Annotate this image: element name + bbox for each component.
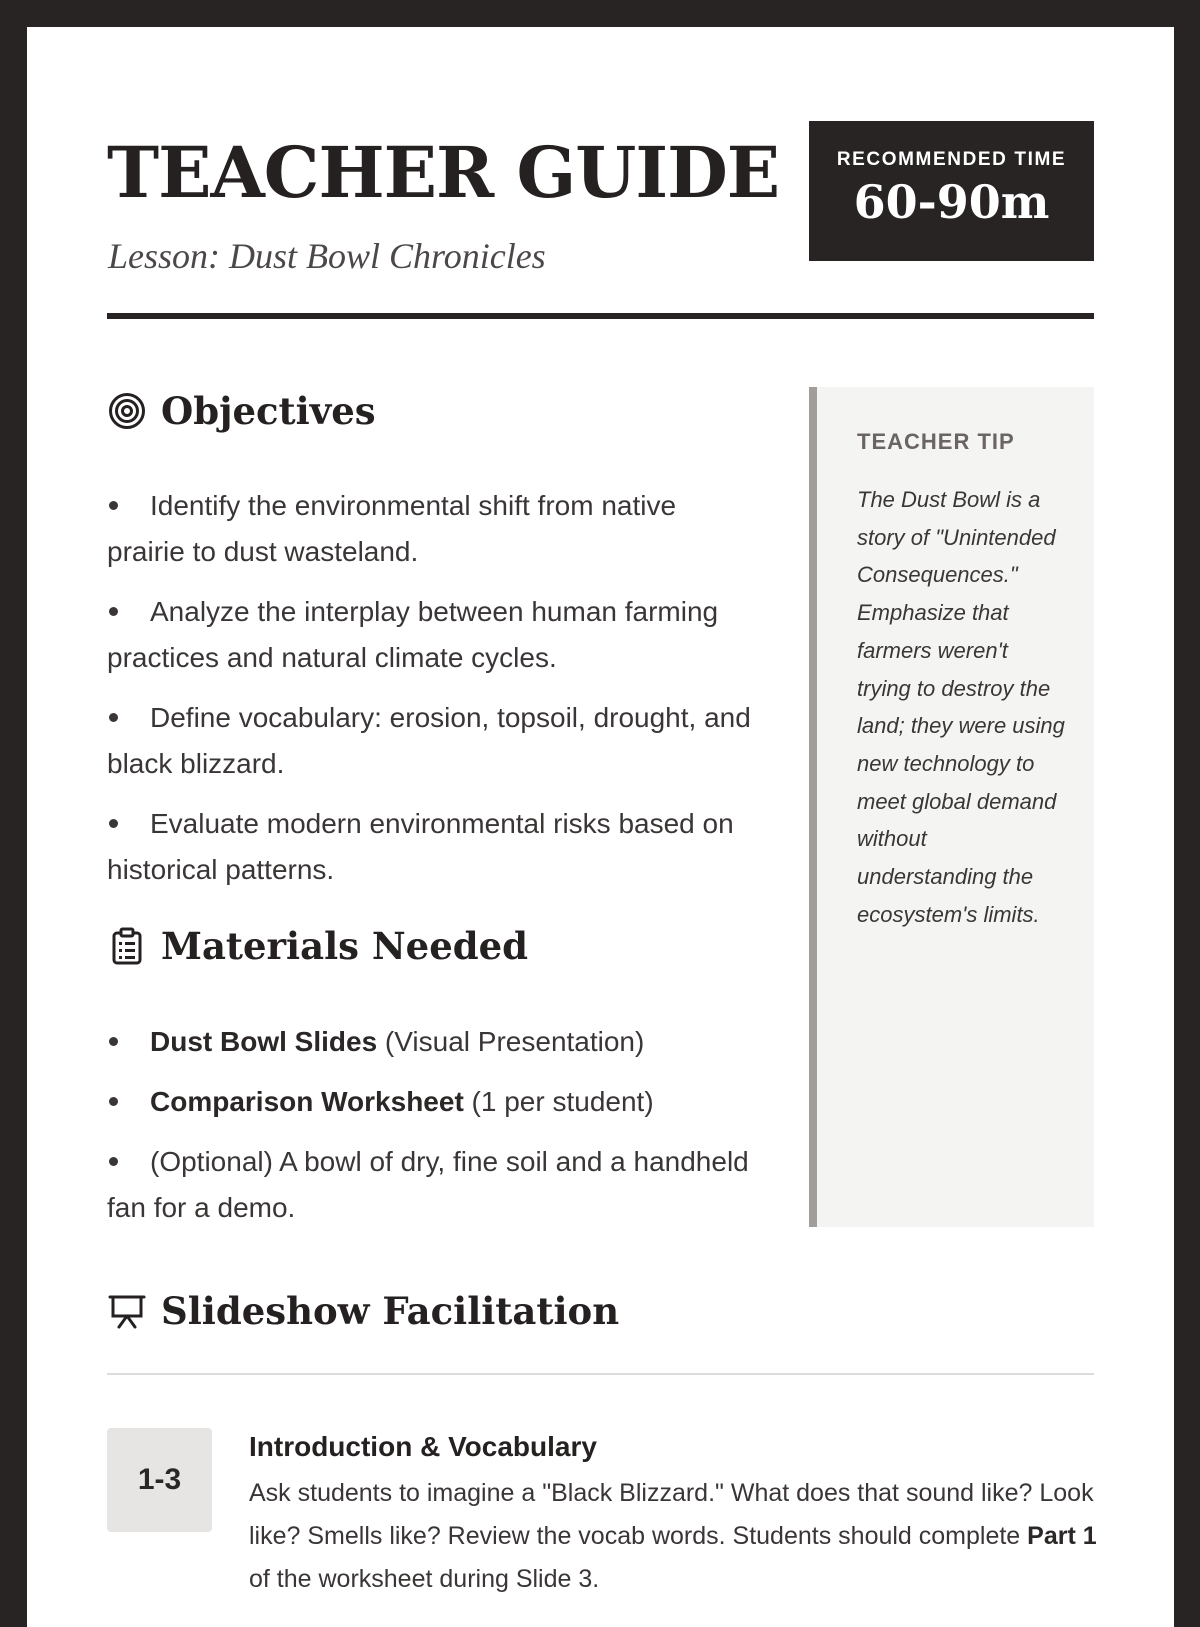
recommended-time-value: 60-90m [853, 175, 1050, 229]
materials-heading: Materials Needed [161, 924, 529, 968]
teacher-tip-text: The Dust Bowl is a story of "Unintended Consequences." Emphasize that farmers weren't trying to destroy the land; they were using new technology to meet global demand without understanding the ecosystem's limits. [857, 487, 1065, 927]
presentation-icon [107, 1291, 147, 1331]
objectives-list [107, 483, 757, 907]
materials-list [107, 1019, 757, 1245]
list-item: Comparison Worksheet (1 per student) [107, 1079, 757, 1125]
clipboard-icon [107, 926, 147, 966]
step-description: Ask students to imagine a "Black Blizzard." What does that sound like? Look like? Smells like? Review the vocab words. Students should complete Part 1 of the worksheet during Slide 3. [249, 1479, 1097, 1593]
teacher-tip-box [809, 387, 1094, 1227]
objectives-heading: Objectives [161, 389, 376, 433]
bullet [109, 501, 118, 510]
guide-page [27, 27, 1174, 1627]
bullet [109, 819, 118, 828]
header-divider [107, 313, 1094, 319]
step-title: Introduction & Vocabulary [249, 1431, 597, 1462]
slide-range-badge: 1-3 [107, 1428, 212, 1532]
bullet [109, 607, 118, 616]
slideshow-header [107, 1289, 619, 1333]
page-title: TEACHER GUIDE [107, 131, 780, 214]
list-item: Identify the environmental shift from native prairie to dust wasteland. [107, 490, 677, 567]
slideshow-heading: Slideshow Facilitation [161, 1289, 620, 1333]
target-icon [107, 391, 147, 431]
recommended-time-label: RECOMMENDED TIME [836, 149, 1067, 170]
list-item: Evaluate modern environmental risks based on historical patterns. [107, 808, 734, 885]
list-item: Define vocabulary: erosion, topsoil, drought, and black blizzard. [107, 702, 751, 779]
bullet [109, 713, 118, 722]
bullet [109, 1097, 118, 1106]
materials-header [107, 924, 528, 968]
list-item: Dust Bowl Slides (Visual Presentation) [107, 1019, 757, 1065]
list-item: Analyze the interplay between human farming practices and natural climate cycles. [107, 596, 719, 673]
list-item: (Optional) A bowl of dry, fine soil and a handheld fan for a demo. [107, 1146, 749, 1223]
bullet [109, 1037, 118, 1046]
bullet [109, 1157, 118, 1166]
recommended-time-box [809, 121, 1094, 261]
lesson-subtitle: Lesson: Dust Bowl Chronicles [108, 236, 546, 276]
objectives-header [107, 389, 376, 433]
teacher-tip-label: TEACHER TIP [857, 429, 1015, 454]
slideshow-divider [107, 1373, 1094, 1375]
